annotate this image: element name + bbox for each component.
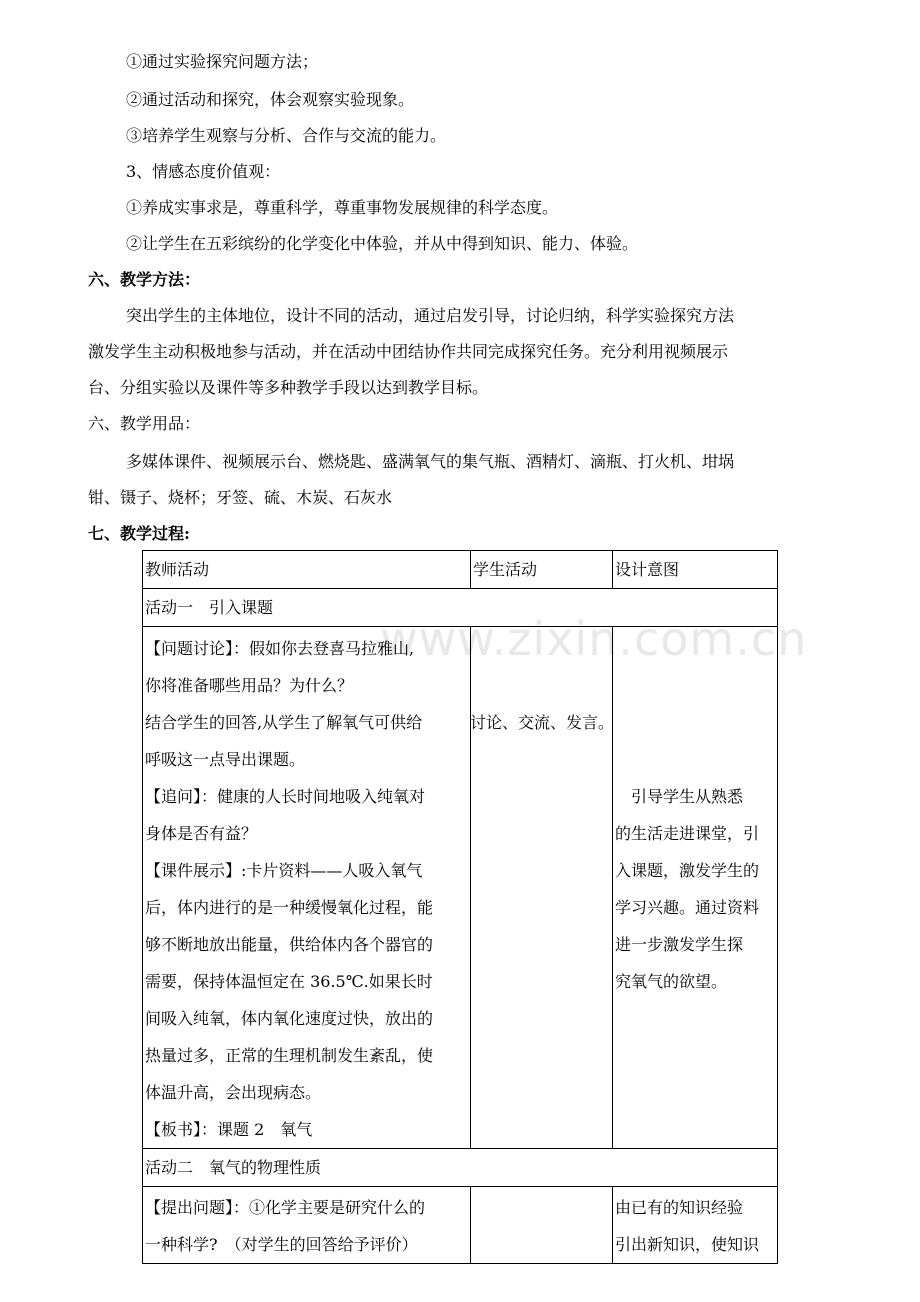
activity2-intent-line: 引出新知识，使知识	[615, 1235, 760, 1254]
emotion-item-2: ②让学生在五彩缤纷的化学变化中体验，并从中得到知识、能力、体验。	[126, 234, 639, 253]
header-design-intent: 设计意图	[613, 551, 778, 589]
activity1-intent-line: 引导学生从熟悉	[615, 787, 744, 806]
tools-heading: 六、教学用品：	[88, 414, 201, 433]
activity1-intent-line: 学习兴趣。通过资料	[615, 898, 760, 917]
activity2-student-cell	[471, 1187, 613, 1264]
methods-heading: 六、教学方法：	[88, 270, 201, 289]
activity1-content-row	[143, 627, 778, 1149]
activity1-teacher-line: 【问题讨论】：假如你去登喜马拉雅山,	[145, 639, 415, 658]
activity1-teacher-line: 需要，保持体温恒定在 36.5℃.如果长时	[145, 972, 433, 991]
watermark: www.zixin.com.cn	[380, 612, 808, 666]
activity2-intent-cell	[613, 1187, 778, 1264]
emotion-heading: 3、情感态度价值观：	[126, 162, 281, 181]
process-goal-item-2: ②通过活动和探究，体会观察实验现象。	[126, 90, 415, 109]
activity1-teacher-line: 够不断地放出能量，供给体内各个器官的	[145, 935, 434, 954]
activity1-teacher-line: 你将准备哪些用品？为什么？	[145, 676, 354, 695]
activity1-teacher-line: 【追问】：健康的人长时间地吸入纯氧对	[145, 787, 426, 806]
methods-line-1: 突出学生的主体地位，设计不同的活动，通过启发引导，讨论归纳，科学实验探究方法	[126, 306, 735, 325]
activity1-intent-cell	[613, 627, 778, 1149]
methods-line-3: 台、分组实验以及课件等多种教学手段以达到教学目标。	[88, 378, 489, 397]
activity1-teacher-line: 呼吸这一点导出课题。	[145, 750, 306, 769]
activity2-teacher-line: 一种科学? （对学生的回答给予评价）	[145, 1235, 418, 1254]
tools-line-2: 钳、镊子、烧杯；牙签、硫、木炭、石灰水	[88, 488, 393, 507]
activity1-teacher-line: 热量过多，正常的生理机制发生紊乱，使	[145, 1046, 434, 1065]
activity1-teacher-line: 身体是否有益？	[145, 824, 258, 843]
activity1-intent-line: 的生活走进课堂，引	[615, 824, 760, 843]
process-goal-item-3: ③培养学生观察与分析、合作与交流的能力。	[126, 126, 447, 145]
activity2-content-row	[143, 1187, 778, 1264]
activity1-student-text: 讨论、交流、发言。	[470, 713, 615, 732]
activity1-intent-line: 进一步激发学生探	[615, 935, 744, 954]
emotion-item-1: ①养成实事求是，尊重科学，尊重事物发展规律的科学态度。	[126, 198, 559, 217]
header-teacher-activity: 教师活动	[143, 551, 471, 589]
activity1-intent-line: 入课题，激发学生的	[615, 861, 760, 880]
activity1-intent-line: 究氧气的欲望。	[615, 972, 728, 991]
table-header-row	[143, 551, 778, 589]
process-goal-item-1: ①通过实验探究问题方法；	[126, 52, 319, 71]
process-heading: 七、教学过程:	[88, 524, 190, 543]
activity2-teacher-cell	[143, 1187, 471, 1264]
activity1-teacher-line: 【课件展示】:卡片资料——人吸入氧气	[145, 861, 423, 880]
activity1-teacher-cell	[143, 627, 471, 1149]
activity2-teacher-line: 【提出问题】：①化学主要是研究什么的	[145, 1198, 426, 1217]
activity2-title: 活动二 氧气的物理性质	[143, 1149, 778, 1187]
activity1-title: 活动一 引入课题	[143, 589, 778, 627]
header-student-activity: 学生活动	[471, 551, 613, 589]
activity2-title-row	[143, 1149, 778, 1187]
activity1-student-cell	[471, 627, 613, 1149]
activity1-teacher-line: 结合学生的回答,从学生了解氧气可供给	[145, 713, 423, 732]
activity1-teacher-line: 间吸入纯氧，体内氧化速度过快，放出的	[145, 1009, 434, 1028]
activity1-title-row	[143, 589, 778, 627]
activity2-intent-line: 由已有的知识经验	[615, 1198, 744, 1217]
teaching-process-table	[142, 550, 778, 1264]
activity1-teacher-line: 【板书】：课题 2 氧气	[145, 1120, 313, 1139]
activity1-teacher-line: 体温升高，会出现病态。	[145, 1083, 322, 1102]
activity1-teacher-line: 后，体内进行的是一种缓慢氧化过程，能	[145, 898, 434, 917]
methods-line-2: 激发学生主动积极地参与活动，并在活动中团结协作共同完成探究任务。充分利用视频展示	[88, 342, 729, 361]
tools-line-1: 多媒体课件、视频展示台、燃烧匙、盛满氧气的集气瓶、酒精灯、滴瓶、打火机、坩埚	[126, 452, 735, 471]
